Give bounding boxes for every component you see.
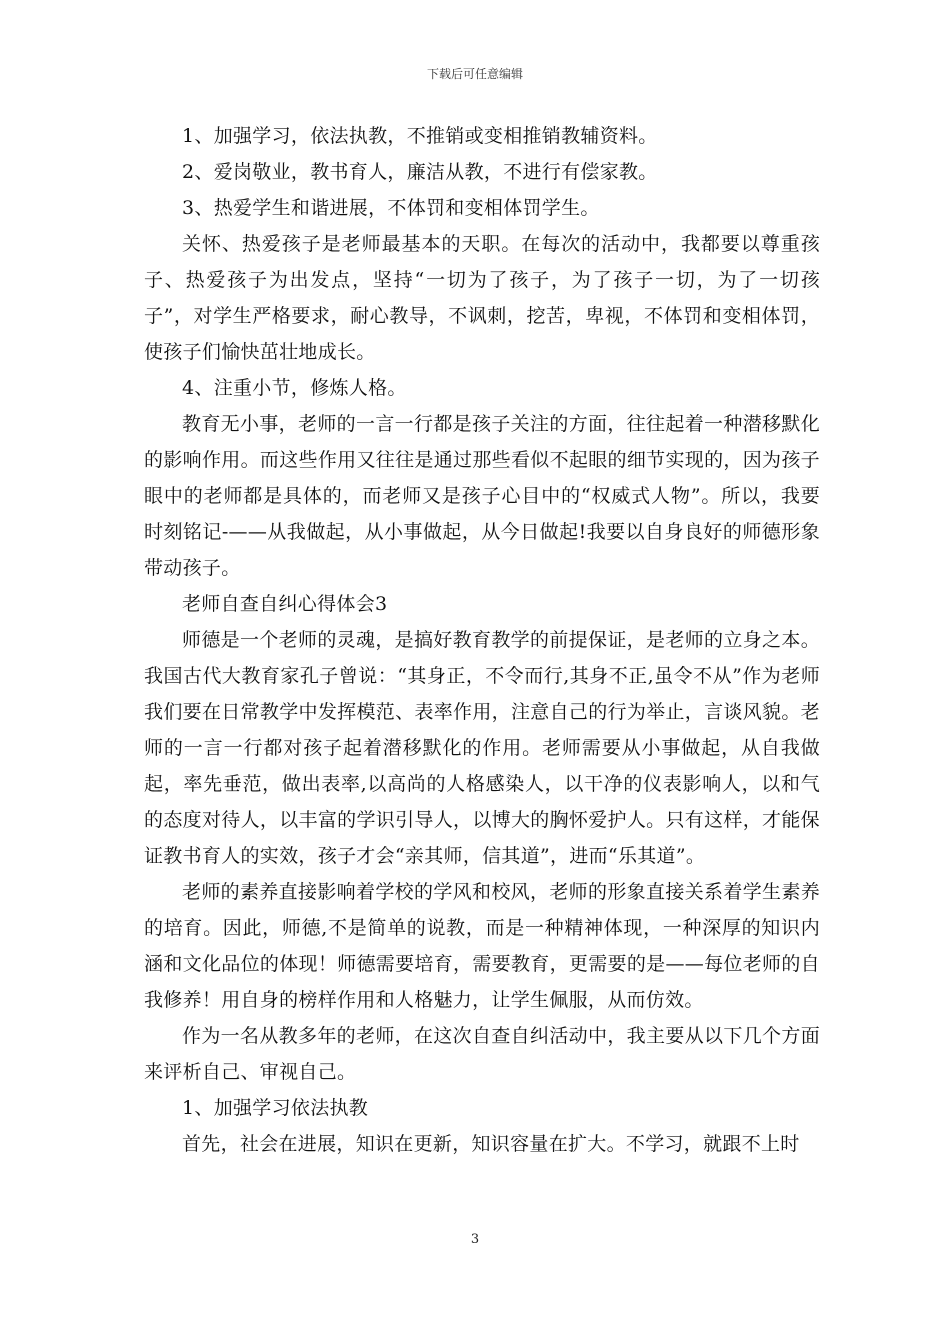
paragraph-care-children: 关怀、热爱孩子是老师最基本的天职。在每次的活动中，我都要以尊重孩子、热爱孩子为出发点，坚持“一切为了孩子，为了孩子一切，为了一切孩子”，对学生严格要求，耐心教导，不讽刺，挖苦，卑视，不体罚和变相体罚，使孩子们愉快茁壮地成长。 bbox=[144, 233, 820, 363]
page-header: 下载后可任意编辑 bbox=[426, 67, 523, 81]
document-body bbox=[144, 118, 820, 1162]
paragraph-teacher-ethics: 师德是一个老师的灵魂，是搞好教育教学的前提保证，是老师的立身之本。我国古代大教育家孔子曾说：“其身正，不令而行,其身不正,虽令不从”作为老师我们要在日常教学中发挥模范、表率作用，注意自己的行为举止，言谈风貌。老师的一言一行都对孩子起着潜移默化的作用。老师需要从小事做起，从自我做起，率先垂范，做出表率,以高尚的人格感染人，以干净的仪表影响人，以和气的态度对待人，以丰富的学识引导人，以博大的胸怀爱护人。只有这样，才能保证教书育人的实效，孩子才会“亲其师，信其道”，进而“乐其道”。 bbox=[144, 629, 820, 867]
paragraph-self-review: 作为一名从教多年的老师，在这次自查自纠活动中，我主要从以下几个方面来评析自己、审视自己。 bbox=[144, 1025, 820, 1083]
paragraph-first: 首先，社会在进展，知识在更新，知识容量在扩大。不学习，就跟不上时 bbox=[182, 1133, 800, 1155]
paragraph-education-details: 教育无小事，老师的一言一行都是孩子关注的方面，往往起着一种潜移默化的影响作用。而这些作用又往往是通过那些看似不起眼的细节实现的，因为孩子眼中的老师都是具体的，而老师又是孩子心目中的“权威式人物”。所以，我要时刻铭记-——从我做起，从小事做起，从今日做起!我要以自身良好的师德形象带动孩子。 bbox=[144, 413, 820, 579]
paragraph-teacher-quality: 老师的素养直接影响着学校的学风和校风，老师的形象直接关系着学生素养的培育。因此，师德,不是简单的说教，而是一种精神体现，一种深厚的知识内涵和文化品位的体现！师德需要培育，需要教育，更需要的是——每位老师的自我修养！用自身的榜样作用和人格魅力，让学生佩服，从而仿效。 bbox=[144, 881, 820, 1011]
list-item-study-law: 1、加强学习依法执教 bbox=[182, 1097, 369, 1119]
list-item-4: 4、注重小节，修炼人格。 bbox=[182, 377, 407, 399]
page-number: 3 bbox=[470, 1232, 480, 1247]
section-title: 老师自查自纠心得体会3 bbox=[182, 593, 388, 615]
list-item-1: 1、加强学习，依法执教，不推销或变相推销教辅资料。 bbox=[182, 125, 658, 147]
list-item-3: 3、热爱学生和谐进展，不体罚和变相体罚学生。 bbox=[182, 197, 600, 219]
list-item-2: 2、爱岗敬业，教书育人，廉洁从教，不进行有偿家教。 bbox=[182, 161, 658, 183]
